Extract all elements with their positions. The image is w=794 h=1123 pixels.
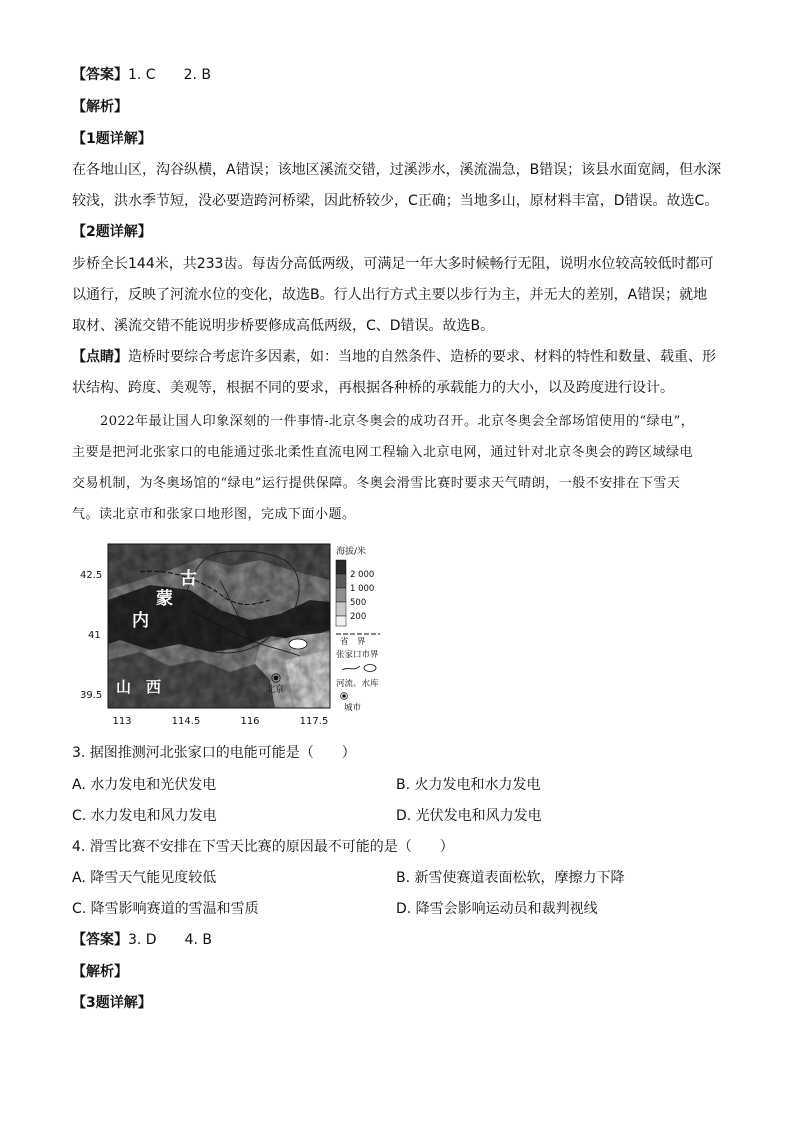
legend-item: 张家口市界 xyxy=(336,650,379,660)
legend-river-icon xyxy=(342,666,360,670)
q3-option-d: D. 光伏发电和风力发电 xyxy=(396,808,542,824)
legend-city-icon xyxy=(342,694,346,698)
city-label-beijing: 北京 xyxy=(266,685,285,695)
analysis-heading: 【解析】 xyxy=(72,99,128,115)
q3-option-c: C. 水力发电和风力发电 xyxy=(72,808,217,824)
tip-tag: 【点睛】 xyxy=(72,349,128,365)
region-label: 西 xyxy=(146,678,162,696)
q1-heading: 【1题详解】 xyxy=(72,131,152,147)
legend-reservoir-icon xyxy=(364,665,376,672)
q4-option-d: D. 降雪会影响运动员和裁判视线 xyxy=(396,901,598,917)
q1-explanation-line: 在各地山区，沟谷纵横，A错误；该地区溪流交错，过溪涉水，溪流湍急，B错误；该县水面宽阔，但水深 xyxy=(72,162,722,178)
answer-tag: 【答案】 xyxy=(72,67,128,83)
q1-explanation-line: 较浅，洪水季节短，没必要造跨河桥梁，因此桥较少，C正确；当地多山，原材料丰富，D错误。故选C。 xyxy=(72,193,719,209)
answer-text: 3. D 4. B xyxy=(128,932,212,948)
analysis-label: 解析 xyxy=(86,964,114,980)
region-label: 内 xyxy=(132,611,149,631)
legend-value: 2 000 xyxy=(350,570,375,580)
q3-stem: 3. 据图推测河北张家口的电能可能是（ ） xyxy=(72,745,356,761)
tip-line xyxy=(72,347,716,367)
q4-option-b: B. 新雪使赛道表面松软，摩擦力下降 xyxy=(396,870,625,886)
tip-text: 造桥时要综合考虑许多因素，如：当地的自然条件、造桥的要求、材料的特性和数量、载重、形 xyxy=(128,349,716,365)
legend-title: 海拔/米 xyxy=(336,547,367,557)
terrain-map xyxy=(80,540,390,730)
legend-value: 500 xyxy=(350,598,367,608)
legend-swatch xyxy=(336,588,346,602)
answer-text: 1. C 2. B xyxy=(128,67,211,83)
legend-item: 河流、水库 xyxy=(336,679,379,689)
q4-stem: 4. 滑雪比赛不安排在下雪天比赛的原因最不可能的是（ ） xyxy=(72,839,454,855)
answer-tag: 【答案】 xyxy=(72,932,128,948)
region-label: 山 xyxy=(116,678,132,696)
legend-item: 城市 xyxy=(344,703,362,713)
lat-tick: 39.5 xyxy=(80,690,103,701)
intro-line: 主要是把河北张家口的电能通过张北柔性直流电网工程输入北京电网，通过针对北京冬奥会的跨区域绿电 xyxy=(72,445,694,460)
answer-line-2 xyxy=(72,930,212,950)
q2-explanation-line: 以通行，反映了河流水位的变化，故选B。行人出行方式主要以步行为主，并无大的差别，A错误；就地 xyxy=(72,287,708,303)
reservoir xyxy=(289,639,307,649)
tip-line: 状结构、跨度、美观等，根据不同的要求，再根据各种桥的承载能力的大小，以及跨度进行设计。 xyxy=(72,380,674,396)
q4-option-a: A. 降雪天气能见度较低 xyxy=(72,870,217,886)
legend-swatch xyxy=(336,602,346,616)
lon-tick: 113 xyxy=(112,716,132,727)
lon-tick: 117.5 xyxy=(299,716,329,727)
legend-swatch xyxy=(336,574,346,588)
q2-explanation-line: 步桥全长144米，共233齿。每齿分高低两级，可满足一年大多时候畅行无阻，说明水位较高较低时都可 xyxy=(72,256,714,272)
lon-tick: 116 xyxy=(240,716,260,727)
lon-tick: 114.5 xyxy=(171,716,201,727)
terrain-map-svg xyxy=(80,540,390,730)
legend-item: 省 界 xyxy=(340,637,366,647)
legend-value: 200 xyxy=(350,612,367,622)
q2-explanation-line: 取材、溪流交错不能说明步桥要修成高低两级，C、D错误。故选B。 xyxy=(72,318,495,334)
lat-tick: 42.5 xyxy=(80,570,103,581)
region-label: 古 xyxy=(180,569,197,589)
intro-line: 气。读北京市和张家口地形图，完成下面小题。 xyxy=(72,507,356,522)
intro-passage xyxy=(72,406,732,530)
analysis-heading: 【解析】 xyxy=(72,964,128,980)
intro-line: 交易机制，为冬奥场馆的“绿电”运行提供保障。冬奥会滑雪比赛时要求天气晴朗，一般不安排在下雪天 xyxy=(72,476,681,491)
lat-tick: 41 xyxy=(88,630,101,641)
analysis-label: 解析 xyxy=(86,99,114,115)
city-marker xyxy=(274,676,279,681)
map-legend xyxy=(336,545,380,713)
legend-swatch xyxy=(336,616,346,626)
q3-heading: 【3题详解】 xyxy=(72,995,152,1011)
q3-option-a: A. 水力发电和光伏发电 xyxy=(72,777,217,793)
region-label: 蒙 xyxy=(156,589,173,609)
q3-option-b: B. 火力发电和水力发电 xyxy=(396,777,541,793)
legend-value: 1 000 xyxy=(350,584,375,594)
q4-option-c: C. 降雪影响赛道的雪温和雪质 xyxy=(72,901,259,917)
answer-line-1 xyxy=(72,65,211,85)
q2-heading: 【2题详解】 xyxy=(72,224,152,240)
legend-swatch xyxy=(336,560,346,574)
intro-line: 2022年最让国人印象深刻的一件事情-北京冬奥会的成功召开。北京冬奥会全部场馆使用的“绿电”， xyxy=(100,414,695,429)
